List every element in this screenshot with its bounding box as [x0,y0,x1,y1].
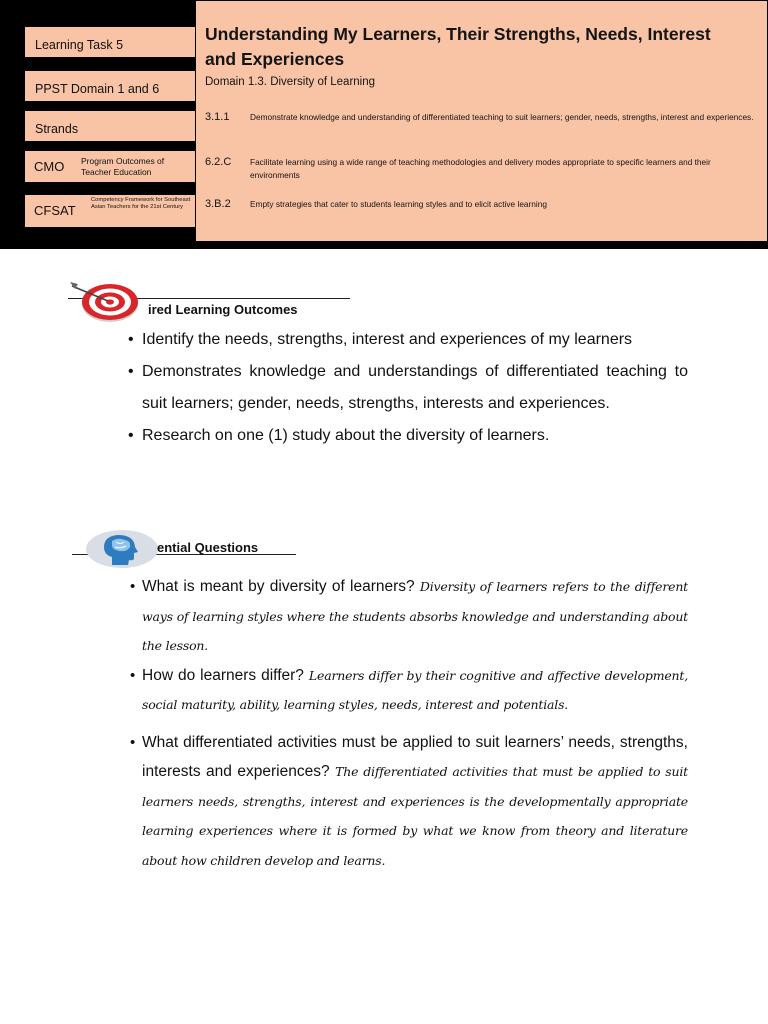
cmo-box [25,151,195,182]
standard-item [205,111,760,124]
cfsat-description: Competency Framework for Southeast Asian Teachers for the 21st Century [91,197,191,210]
header-band [0,0,768,249]
cmo-description: Program Outcomes of Teacher Education [81,156,165,177]
standard-text: Empty strategies that cater to students learning styles and to elicit active learning [250,199,547,209]
question-item [130,572,688,661]
ppst-domain-label: PPST Domain 1 and 6 [35,82,160,96]
standard-code: 6.2.C [205,156,232,168]
outcomes-heading: ired Learning Outcomes [148,302,298,317]
strands-label: Strands [35,122,79,136]
question-text: What is meant by diversity of learners? [142,578,420,595]
question-text: How do learners differ? [142,666,309,684]
domain-subtitle: Domain 1.3. Diversity of Learning [205,76,376,88]
cfsat-box [25,195,195,227]
answer-text: Diversity of learners refers to the different ways of learning styles where the students absorbs knowledge and understanding about the lesson. [142,579,688,653]
standard-text: Demonstrate knowledge and understanding of differentiated teaching to suit learners; gender, needs, strengths, interest and experiences. [250,112,754,122]
questions-heading: ential Questions [157,540,259,555]
cfsat-label: CFSAT [34,203,76,218]
answer-text: The differentiated activities that must be applied to suit learners needs, strengths, interest and experiences is the developmentally appropriate learning experiences where it is formed by what we know from theory and literature about how children develop and learns. [142,764,688,868]
standard-code: 3.1.1 [205,111,230,123]
page-title: Understanding My Learners, Their Strengths, Needs, Interest and Experiences [205,24,711,69]
strands-box [25,111,195,141]
questions-list [130,572,688,875]
standard-item [205,156,760,182]
brain-head-icon [82,529,158,569]
list-item: • Identify the needs, strengths, interest and experiences of my learners [128,324,688,356]
question-item [130,661,688,720]
standard-code: 3.B.2 [205,198,231,210]
outcomes-list [128,324,688,452]
question-text: What differentiated activities must be applied to suit learners’ needs, strengths, interests and experiences? [142,733,688,780]
answer-text: Learners differ by their cognitive and affective development, social maturity, ability, learning styles, needs, interest and potentials. [142,667,688,712]
task-panel [196,1,767,241]
cmo-label: CMO [34,159,65,174]
list-item: • Research on one (1) study about the diversity of learners. [128,420,688,452]
learning-task-label: Learning Task 5 [35,38,124,52]
ppst-domain-box [25,71,195,101]
standard-item [205,198,760,211]
list-item: • Demonstrates knowledge and understandings of differentiated teaching to suit learners; gender, needs, strengths, interests and experiences. [128,356,688,420]
question-item [130,728,688,876]
standard-text: Facilitate learning using a wide range of teaching methodologies and delivery modes appropriate to specific learners and their environments [250,157,711,180]
learning-task-box [25,27,195,57]
target-icon [68,280,142,324]
